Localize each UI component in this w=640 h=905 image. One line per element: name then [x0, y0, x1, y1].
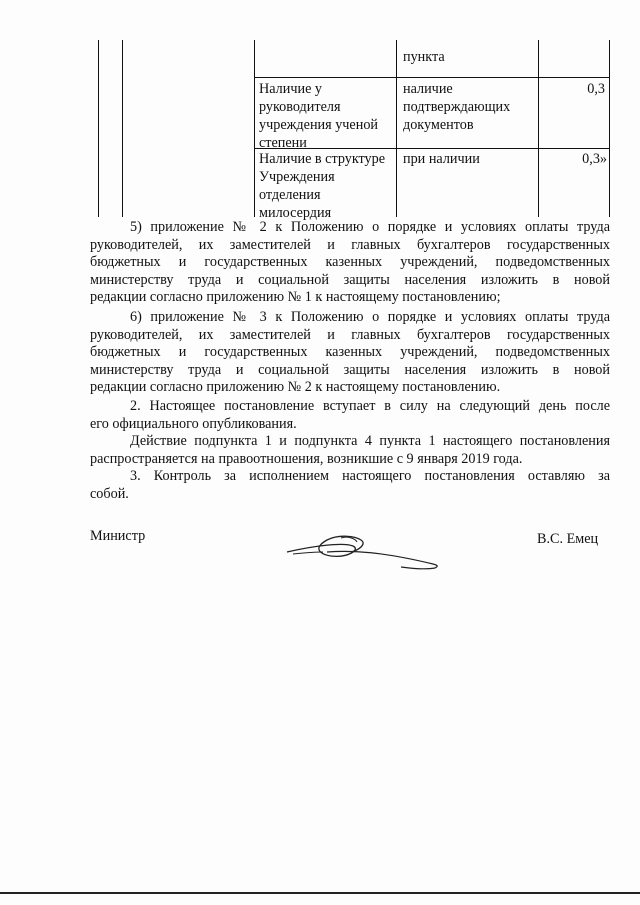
table-cell-condition [403, 80, 510, 134]
paragraph-effect [90, 433, 610, 468]
text-line: милосердия [259, 205, 332, 221]
table-row-divider-1 [254, 77, 609, 78]
text-line: руководителей, их заместителей и главных бухгалтеров государственных [90, 236, 610, 253]
table-cell-criterion [259, 150, 385, 222]
text-line: министерству труда и социальной защиты населения изложить в новой [90, 361, 610, 378]
text-line: распространяется на правоотношения, возникшие с 9 января 2019 года. [90, 450, 523, 467]
text-line: документов [403, 117, 474, 133]
text-line: 5) приложение № 2 к Положению о порядке и условиях оплаты труда [130, 219, 610, 235]
signatory-name: В.С. Емец [537, 531, 599, 547]
table-col-divider-3 [396, 40, 397, 217]
text-line: Наличие в структуре [259, 151, 386, 167]
text-line: Наличие у [259, 81, 323, 97]
text-line: Действие подпункта 1 и подпункта 4 пункта 1 настоящего постановления [130, 433, 610, 449]
text-line: 2. Настоящее постановление вступает в силу на следующий день после [130, 398, 610, 414]
text-line: 3. Контроль за исполнением настоящего постановления оставляю за [130, 468, 610, 484]
signatory-title: Министр [90, 528, 146, 544]
paragraph-item-6 [90, 309, 610, 397]
table-cell-value: 0,3 [587, 81, 605, 97]
text-line: подтверждающих [403, 99, 511, 115]
table-col-divider-4 [538, 40, 539, 217]
paragraph-point-3 [90, 468, 610, 503]
table-cell-criterion [259, 80, 378, 152]
handwritten-signature [283, 530, 443, 580]
table-cell-condition: при наличии [403, 151, 480, 167]
criteria-table [98, 40, 609, 221]
text-line: редакции согласно приложению № 1 к настоящему постановлению; [90, 289, 501, 306]
paragraph-point-2 [90, 398, 610, 433]
text-line: бюджетных и государственных казенных учреждений, подведомственных [90, 254, 610, 271]
paragraph-item-5 [90, 219, 610, 307]
text-line: его официального опубликования. [90, 415, 297, 432]
text-line: руководителей, их заместителей и главных бухгалтеров государственных [90, 326, 610, 343]
table-col-divider-2 [254, 40, 255, 217]
table-border-left [98, 40, 99, 217]
text-line: наличие [403, 81, 453, 97]
text-line: бюджетных и государственных казенных учреждений, подведомственных [90, 344, 610, 361]
text-line: отделения [259, 187, 321, 203]
table-cell-value: 0,3» [582, 151, 607, 167]
table-cell-condition: пункта [403, 49, 445, 65]
text-line: руководителя [259, 99, 341, 115]
text-line: собой. [90, 485, 129, 502]
text-line: Учреждения [259, 169, 335, 185]
page-bottom-edge [0, 892, 640, 894]
text-line: редакции согласно приложению № 2 к настоящему постановлению. [90, 379, 501, 396]
table-col-divider-1 [122, 40, 123, 217]
text-line: учреждения ученой [259, 117, 379, 133]
text-line: 6) приложение № 3 к Положению о порядке и условиях оплаты труда [130, 309, 610, 325]
text-line: министерству труда и социальной защиты населения изложить в новой [90, 271, 610, 288]
table-border-right [609, 40, 610, 217]
text-line: степени [259, 135, 307, 151]
